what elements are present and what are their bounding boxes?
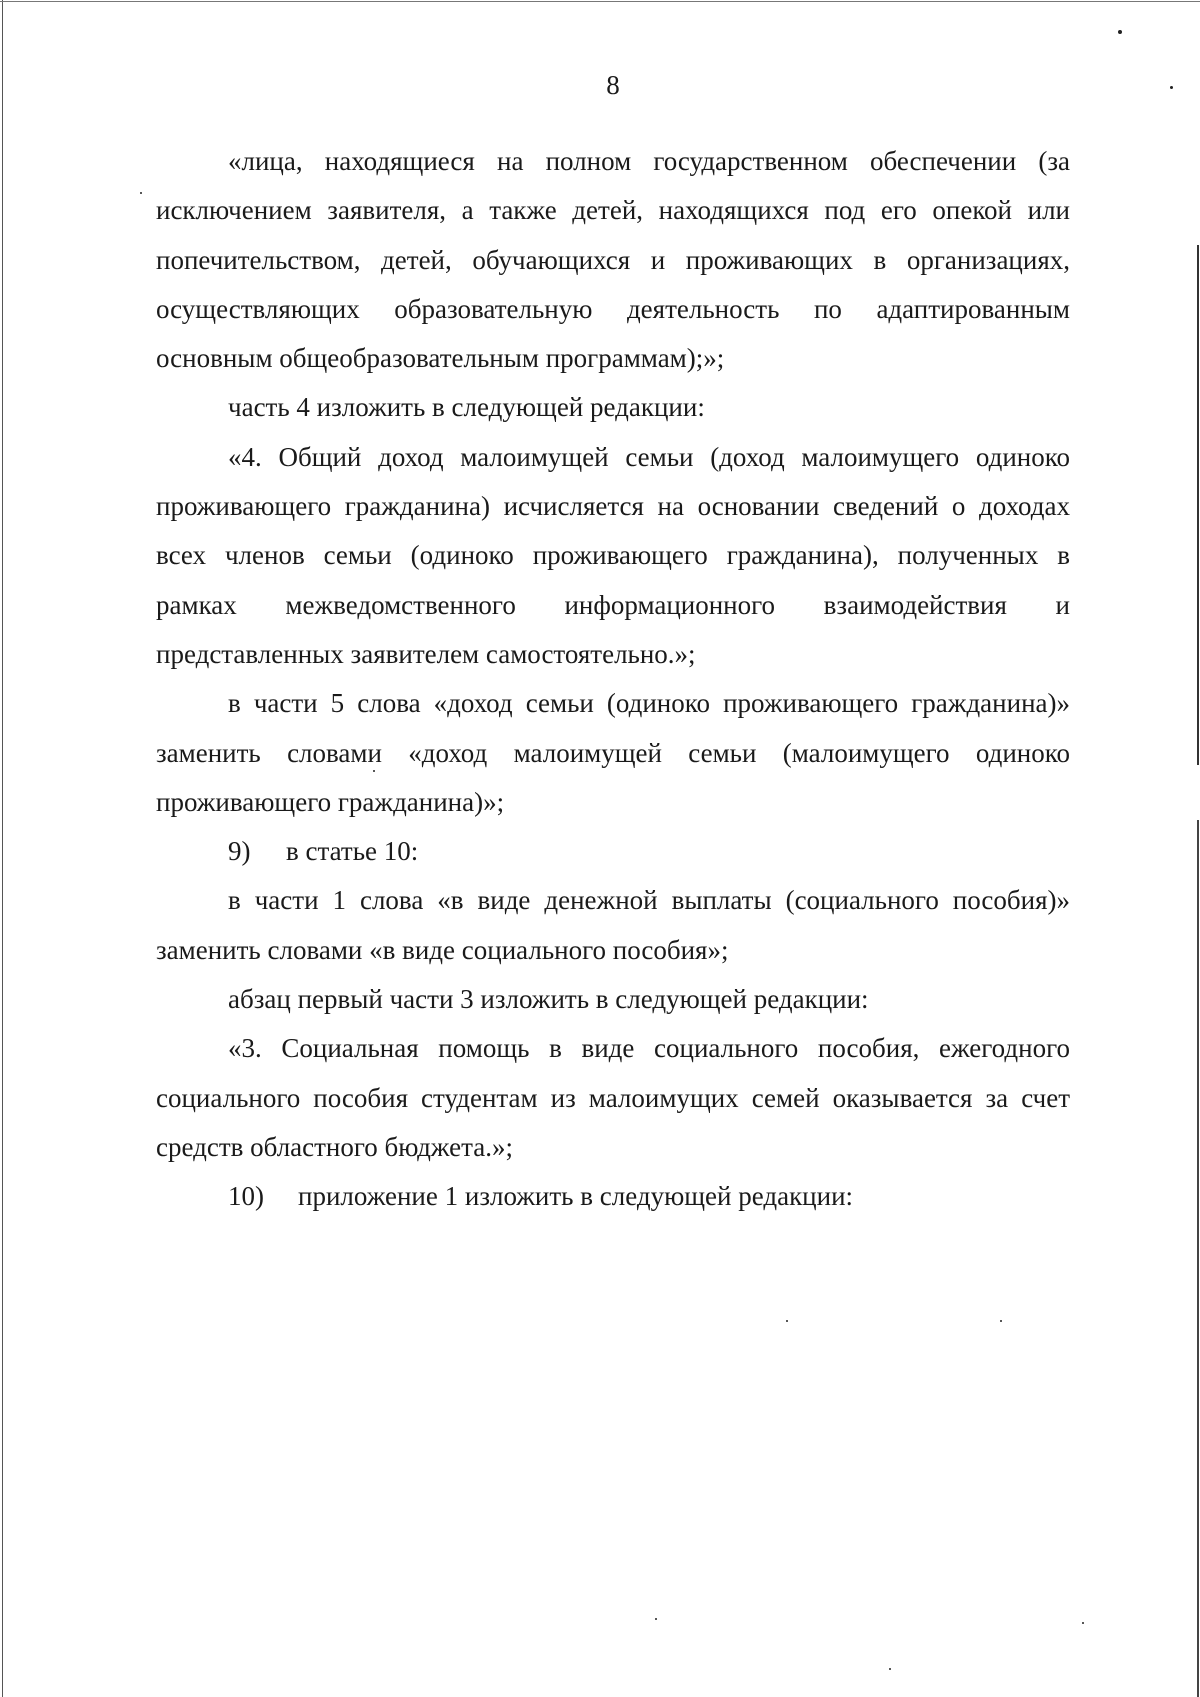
list-item-text: приложение 1 изложить в следующей редакции: bbox=[298, 1181, 854, 1212]
paragraph-exclusions: «лица, находящиеся на полном государственном обеспечении (за исключением заявителя, а также детей, находящихся под его опекой или попечительством, детей, обучающихся и проживающих в организациях, осуществляющих образовательную деятельность по адаптированным основным общеобразовательным программам);»; bbox=[156, 146, 1070, 374]
paragraph-part3-text: «3. Социальная помощь в виде социального пособия, ежегодного социального пособия студентам из малоимущих семей оказывается за счет средств областного бюджета.»; bbox=[156, 1033, 1070, 1162]
scan-edge-top bbox=[0, 1, 1200, 2]
paragraph-part1-amendment: в части 1 слова «в виде денежной выплаты (социального пособия)» заменить словами «в виде социального пособия»; bbox=[156, 885, 1070, 965]
page-number: 8 bbox=[606, 70, 620, 100]
scan-speck bbox=[889, 1668, 891, 1670]
paragraph-part4-intro: часть 4 изложить в следующей редакции: bbox=[228, 392, 705, 423]
scan-edge-right-lower bbox=[1197, 820, 1199, 1697]
scan-speck bbox=[140, 192, 142, 194]
paragraph-part4-text: «4. Общий доход малоимущей семьи (доход малоимущего одиноко проживающего гражданина) исчисляется на основании сведений о доходах всех членов семьи (одиноко проживающего гражданина), полученных в рамках межведомственного информационного взаимодействия и представленных заявителем самостоятельно.»; bbox=[156, 441, 1070, 669]
scan-speck bbox=[1118, 30, 1122, 34]
paragraph-part3-intro: абзац первый части 3 изложить в следующей редакции: bbox=[228, 984, 869, 1015]
list-number: 9) bbox=[228, 836, 251, 867]
scan-edge-left bbox=[2, 0, 3, 1697]
list-item-text: в статье 10: bbox=[286, 836, 419, 867]
scan-edge-right bbox=[1197, 245, 1199, 765]
scan-speck bbox=[1082, 1622, 1084, 1624]
list-item-9 bbox=[156, 827, 1070, 876]
list-number: 10) bbox=[228, 1181, 264, 1212]
scan-speck bbox=[786, 1320, 788, 1322]
scan-speck bbox=[1000, 1320, 1002, 1322]
list-item-10 bbox=[156, 1172, 1070, 1221]
scan-speck bbox=[655, 1618, 657, 1620]
document-body bbox=[156, 137, 1070, 1222]
paragraph-part5-amendment: в части 5 слова «доход семьи (одиноко проживающего гражданина)» заменить словами «доход малоимущей семьи (малоимущего одиноко проживающего гражданина)»; bbox=[156, 688, 1070, 817]
